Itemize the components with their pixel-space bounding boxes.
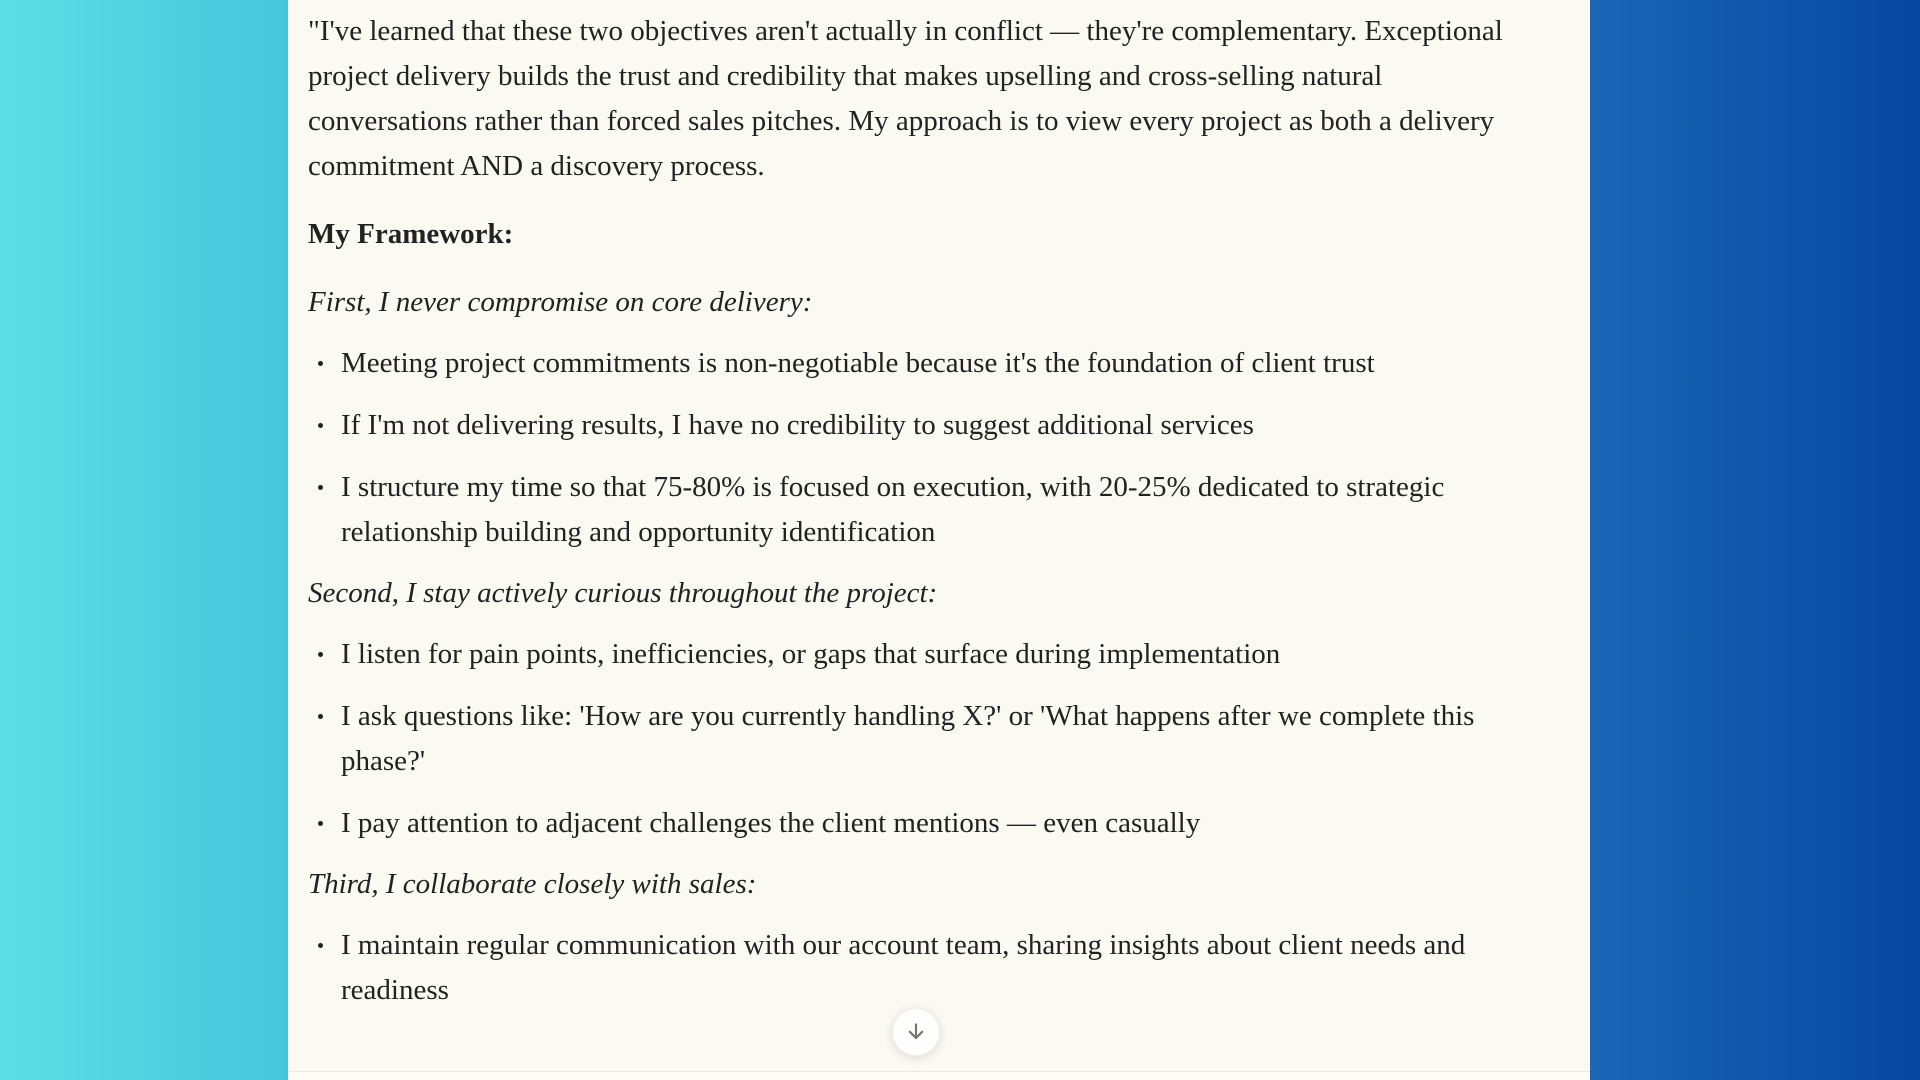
bullet-item: Meeting project commitments is non-negotiable because it's the foundation of client trust: [308, 341, 1508, 386]
section-lead-third: Third, I collaborate closely with sales:: [308, 868, 757, 900]
scroll-to-bottom-button[interactable]: [892, 1008, 940, 1056]
bullet-list-second: [308, 632, 1508, 846]
bullet-item: I structure my time so that 75-80% is focused on execution, with 20-25% dedicated to strategic relationship building and opportunity identification: [308, 465, 1508, 555]
desktop-gradient-left: [0, 0, 288, 1080]
framework-heading: My Framework:: [308, 218, 514, 250]
chat-input-top-edge: [288, 1071, 1590, 1080]
message-quote-paragraph: "I've learned that these two objectives aren't actually in conflict — they're complementary. Exceptional project delivery builds the trust and credibility that makes upselling and cross-selling natural conversations rather than forced sales pitches. My approach is to view every project as both a delivery commitment AND a discovery process.: [308, 15, 1503, 182]
bullet-item: I ask questions like: 'How are you currently handling X?' or 'What happens after we complete this phase?': [308, 694, 1508, 784]
assistant-message: [288, 0, 1590, 1013]
bullet-item: I maintain regular communication with our account team, sharing insights about client needs and readiness: [308, 923, 1508, 1013]
bullet-list-third: [308, 923, 1508, 1013]
desktop-gradient-right: [1590, 0, 1920, 1080]
arrow-down-icon: [904, 1020, 928, 1044]
chat-content-panel: [288, 0, 1590, 1080]
bullet-item: I pay attention to adjacent challenges the client mentions — even casually: [308, 801, 1508, 846]
bullet-item: If I'm not delivering results, I have no credibility to suggest additional services: [308, 403, 1508, 448]
bullet-item: I listen for pain points, inefficiencies, or gaps that surface during implementation: [308, 632, 1508, 677]
section-lead-first: First, I never compromise on core delivery:: [308, 286, 813, 318]
section-lead-second: Second, I stay actively curious throughout the project:: [308, 577, 938, 609]
bullet-list-first: [308, 341, 1508, 555]
